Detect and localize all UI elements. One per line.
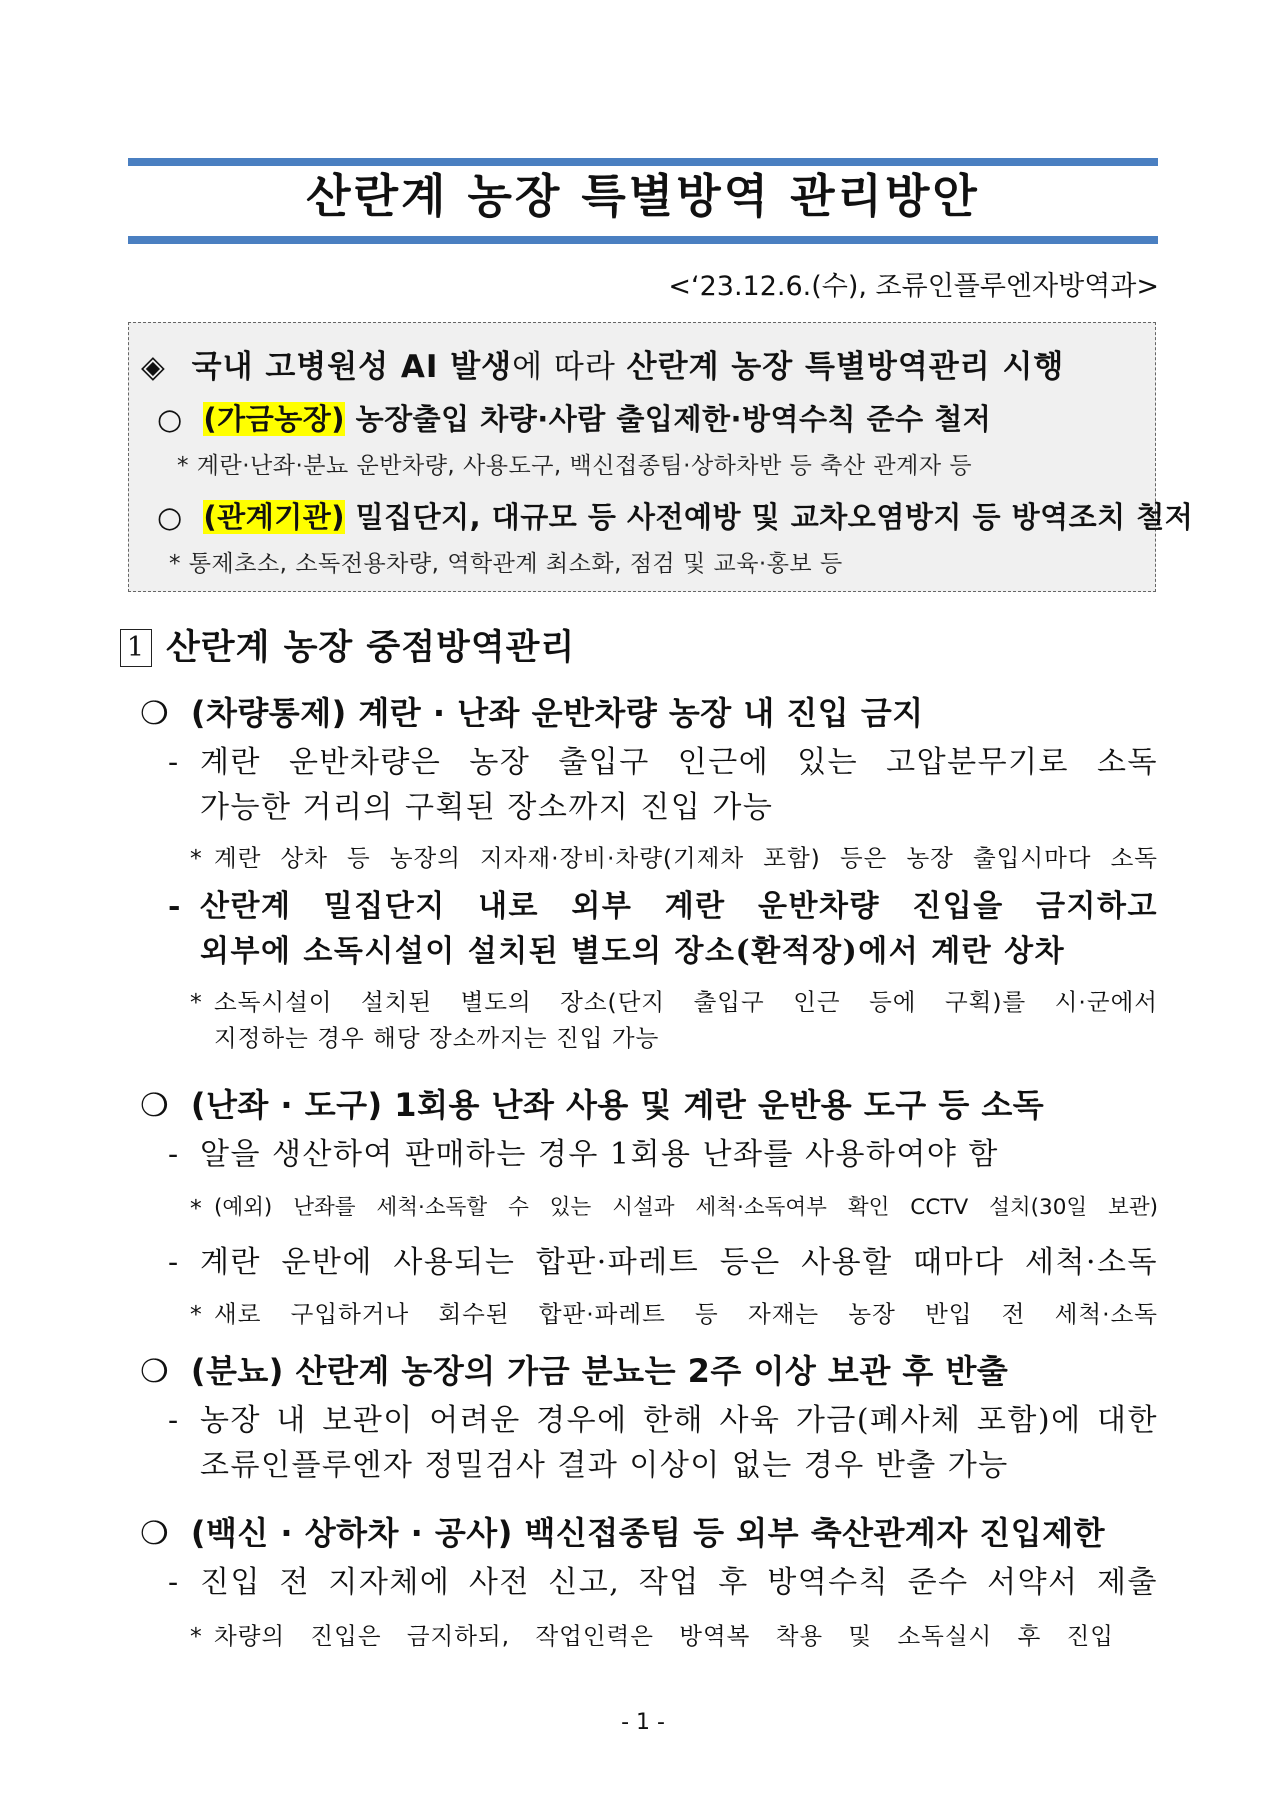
asterisk-bullet: * (190, 1194, 203, 1222)
dash-bullet: - (168, 1137, 180, 1172)
dash-paragraph (168, 1398, 1158, 1488)
note-line: 소독시설이 설치된 별도의 장소(단지 출입구 인근 등에 구획)를 시·군에서 (214, 988, 1158, 1016)
section-title: 산란계 농장 중점방역관리 (166, 628, 576, 668)
dash-paragraph (168, 1560, 1158, 1605)
dash-bullet: - (168, 1403, 180, 1438)
asterisk-bullet: * (190, 1622, 203, 1650)
summary-headline (141, 341, 1064, 386)
dash-line: 조류인플루엔자 정밀검사 결과 이상이 없는 경우 반출 가능 (200, 1448, 1009, 1483)
dash-bullet: - (168, 1245, 180, 1280)
dash-bullet: - (168, 1565, 180, 1600)
circle-bullet-icon: ○ (157, 402, 183, 436)
item-vaccine-loading-construction (140, 1508, 1105, 1554)
circle-bullet-icon: ○ (157, 500, 183, 534)
note-line: (예외) 난좌를 세척·소독할 수 있는 시설과 세척·소독여부 확인 CCTV 설치(30일 보관) (214, 1195, 1158, 1220)
hollow-circle-bullet-icon: ❍ (140, 1514, 170, 1552)
dash-paragraph (168, 1240, 1158, 1285)
summary-item-1-tag: (가금농장) (203, 402, 345, 436)
dash-line: 알을 생산하여 판매하는 경우 1회용 난좌를 사용하여야 함 (200, 1137, 999, 1172)
item-egg-tray-tools (140, 1080, 1044, 1126)
hollow-circle-bullet-icon: ❍ (140, 694, 170, 732)
summary-head-b: 에 따라 (512, 349, 627, 385)
item-heading: (난좌 · 도구) 1회용 난좌 사용 및 계란 운반용 도구 등 소독 (190, 1086, 1045, 1124)
dash-bullet: - (168, 745, 180, 780)
page-title: 산란계 농장 특별방역 관리방안 (306, 169, 980, 223)
note-line: 차량의 진입은 금지하되, 작업인력은 방역복 착용 및 소독실시 후 진입 (214, 1622, 1114, 1650)
summary-item-2-note: * 통제초소, 소독전용차량, 역학관계 최소화, 점검 및 교육·홍보 등 (169, 551, 843, 577)
summary-item-1 (157, 397, 991, 438)
page-number: - 1 - (621, 1710, 665, 1735)
dash-line: 가능한 거리의 구획된 장소까지 진입 가능 (200, 790, 774, 825)
date-department-line: <‘23.12.6.(수), 조류인플루엔자방역과> (668, 271, 1159, 302)
section-number-box: 1 (120, 629, 152, 667)
asterisk-bullet: * (190, 1300, 203, 1328)
item-vehicle-control (140, 688, 924, 734)
summary-item-1-note: * 계란·난좌·분뇨 운반차량, 사용도구, 백신접종팀·상하차반 등 축산 관계자 등 (177, 453, 973, 479)
item-heading: (분뇨) 산란계 농장의 가금 분뇨는 2주 이상 보관 후 반출 (190, 1352, 1009, 1390)
asterisk-bullet: * (190, 844, 203, 872)
dash-line: 계란 운반차량은 농장 출입구 인근에 있는 고압분무기로 소독 (200, 745, 1158, 780)
summary-box (128, 322, 1194, 592)
dash-line: 외부에 소독시설이 설치된 별도의 장소(환적장)에서 계란 상차 (200, 934, 1066, 969)
hollow-circle-bullet-icon: ❍ (140, 1352, 170, 1390)
summary-item-2-text: 밀집단지, 대규모 등 사전예방 및 교차오염방지 등 방역조치 철저 (345, 500, 1194, 534)
section-heading (120, 620, 575, 670)
note-paragraph (190, 1618, 1158, 1654)
dash-bullet: - (168, 889, 182, 924)
dash-paragraph (168, 740, 1158, 830)
note-line: 새로 구입하거나 회수된 합판·파레트 등 자재는 농장 반입 전 세척·소독 (214, 1300, 1158, 1328)
note-line: 지정하는 경우 해당 장소까지는 진입 가능 (214, 1024, 660, 1052)
item-heading: (차량통제) 계란 · 난좌 운반차량 농장 내 진입 금지 (190, 694, 924, 732)
summary-head-a: 국내 고병원성 AI 발생 (191, 349, 513, 385)
summary-head-c: 산란계 농장 특별방역관리 시행 (626, 349, 1065, 385)
dash-line: 진입 전 지자체에 사전 신고, 작업 후 방역수칙 준수 서약서 제출 (200, 1565, 1158, 1600)
note-paragraph (190, 984, 1158, 1056)
asterisk-bullet: * (190, 988, 203, 1016)
dash-paragraph (168, 1132, 1158, 1177)
summary-item-1-text: 농장출입 차량·사람 출입제한·방역수칙 준수 철저 (345, 402, 992, 436)
item-heading: (백신 · 상하차 · 공사) 백신접종팀 등 외부 축산관계자 진입제한 (190, 1514, 1106, 1552)
title-bottom-rule (128, 236, 1158, 244)
hollow-circle-bullet-icon: ❍ (140, 1086, 170, 1124)
diamond-bullet-icon: ◈ (141, 349, 166, 385)
dash-line: 계란 운반에 사용되는 합판·파레트 등은 사용할 때마다 세척·소독 (200, 1245, 1158, 1280)
note-paragraph (190, 1296, 1158, 1332)
summary-item-2 (157, 495, 1193, 536)
note-paragraph (190, 1190, 1158, 1226)
dash-line: 산란계 밀집단지 내로 외부 계란 운반차량 진입을 금지하고 (200, 889, 1158, 924)
note-paragraph (190, 840, 1158, 876)
item-manure (140, 1346, 1008, 1392)
summary-item-2-tag: (관계기관) (203, 500, 345, 534)
dash-paragraph (168, 884, 1158, 974)
note-line: 계란 상차 등 농장의 지자재·장비·차량(기제차 포함) 등은 농장 출입시마다 소독 (214, 844, 1158, 872)
dash-line: 농장 내 보관이 어려운 경우에 한해 사육 가금(폐사체 포함)에 대한 (200, 1403, 1158, 1438)
